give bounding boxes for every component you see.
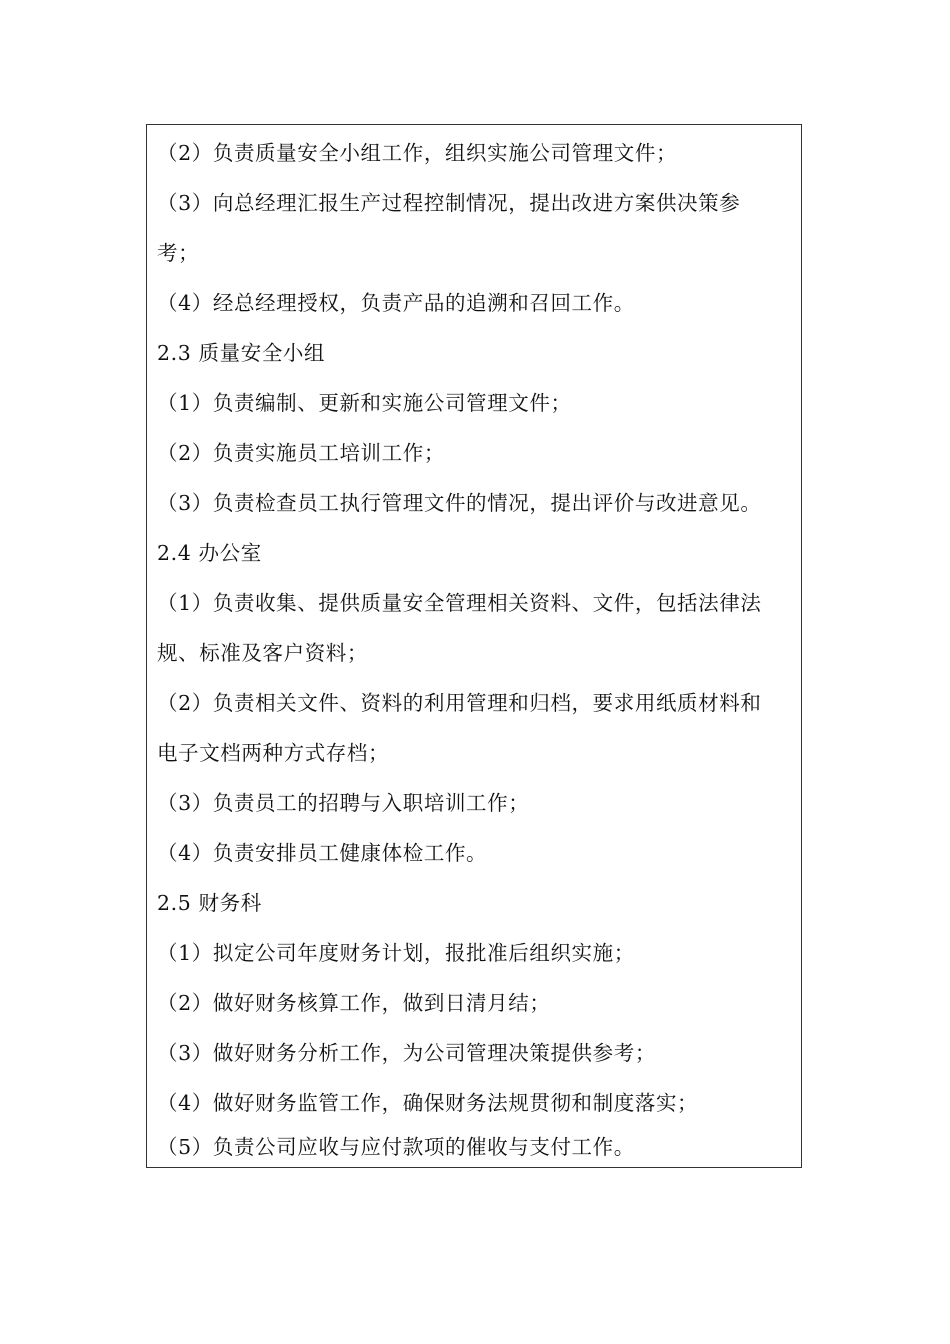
section-heading: 2.4 办公室 [157, 541, 262, 565]
duty-line: （1）负责收集、提供质量安全管理相关资料、文件，包括法律法 [157, 591, 762, 615]
duty-line: （1）负责编制、更新和实施公司管理文件； [157, 391, 572, 415]
duty-line: （1）拟定公司年度财务计划，报批准后组织实施； [157, 941, 635, 965]
duty-line: （5）负责公司应收与应付款项的催收与支付工作。 [157, 1135, 635, 1159]
duty-line-continued: 规、标准及客户资料； [157, 641, 368, 665]
duty-line: （2）负责质量安全小组工作，组织实施公司管理文件； [157, 141, 678, 165]
section-heading: 2.5 财务科 [157, 891, 262, 915]
duty-line: （2）负责实施员工培训工作； [157, 441, 445, 465]
duty-line: （3）负责员工的招聘与入职培训工作； [157, 791, 530, 815]
duty-line: （3）负责检查员工执行管理文件的情况，提出评价与改进意见。 [157, 491, 762, 515]
duty-line: （2）负责相关文件、资料的利用管理和归档，要求用纸质材料和 [157, 691, 762, 715]
section-heading: 2.3 质量安全小组 [157, 341, 326, 365]
duty-line: （3）做好财务分析工作，为公司管理决策提供参考； [157, 1041, 656, 1065]
document-table-cell [146, 124, 802, 1168]
duty-line: （4）做好财务监管工作，确保财务法规贯彻和制度落实； [157, 1091, 699, 1115]
duty-line: （4）负责安排员工健康体检工作。 [157, 841, 488, 865]
duty-line: （4）经总经理授权，负责产品的追溯和召回工作。 [157, 291, 635, 315]
duty-line-continued: 考； [157, 241, 200, 265]
duty-line: （2）做好财务核算工作，做到日清月结； [157, 991, 551, 1015]
duty-line-continued: 电子文档两种方式存档； [157, 741, 390, 765]
duty-line: （3）向总经理汇报生产过程控制情况，提出改进方案供决策参 [157, 191, 741, 215]
